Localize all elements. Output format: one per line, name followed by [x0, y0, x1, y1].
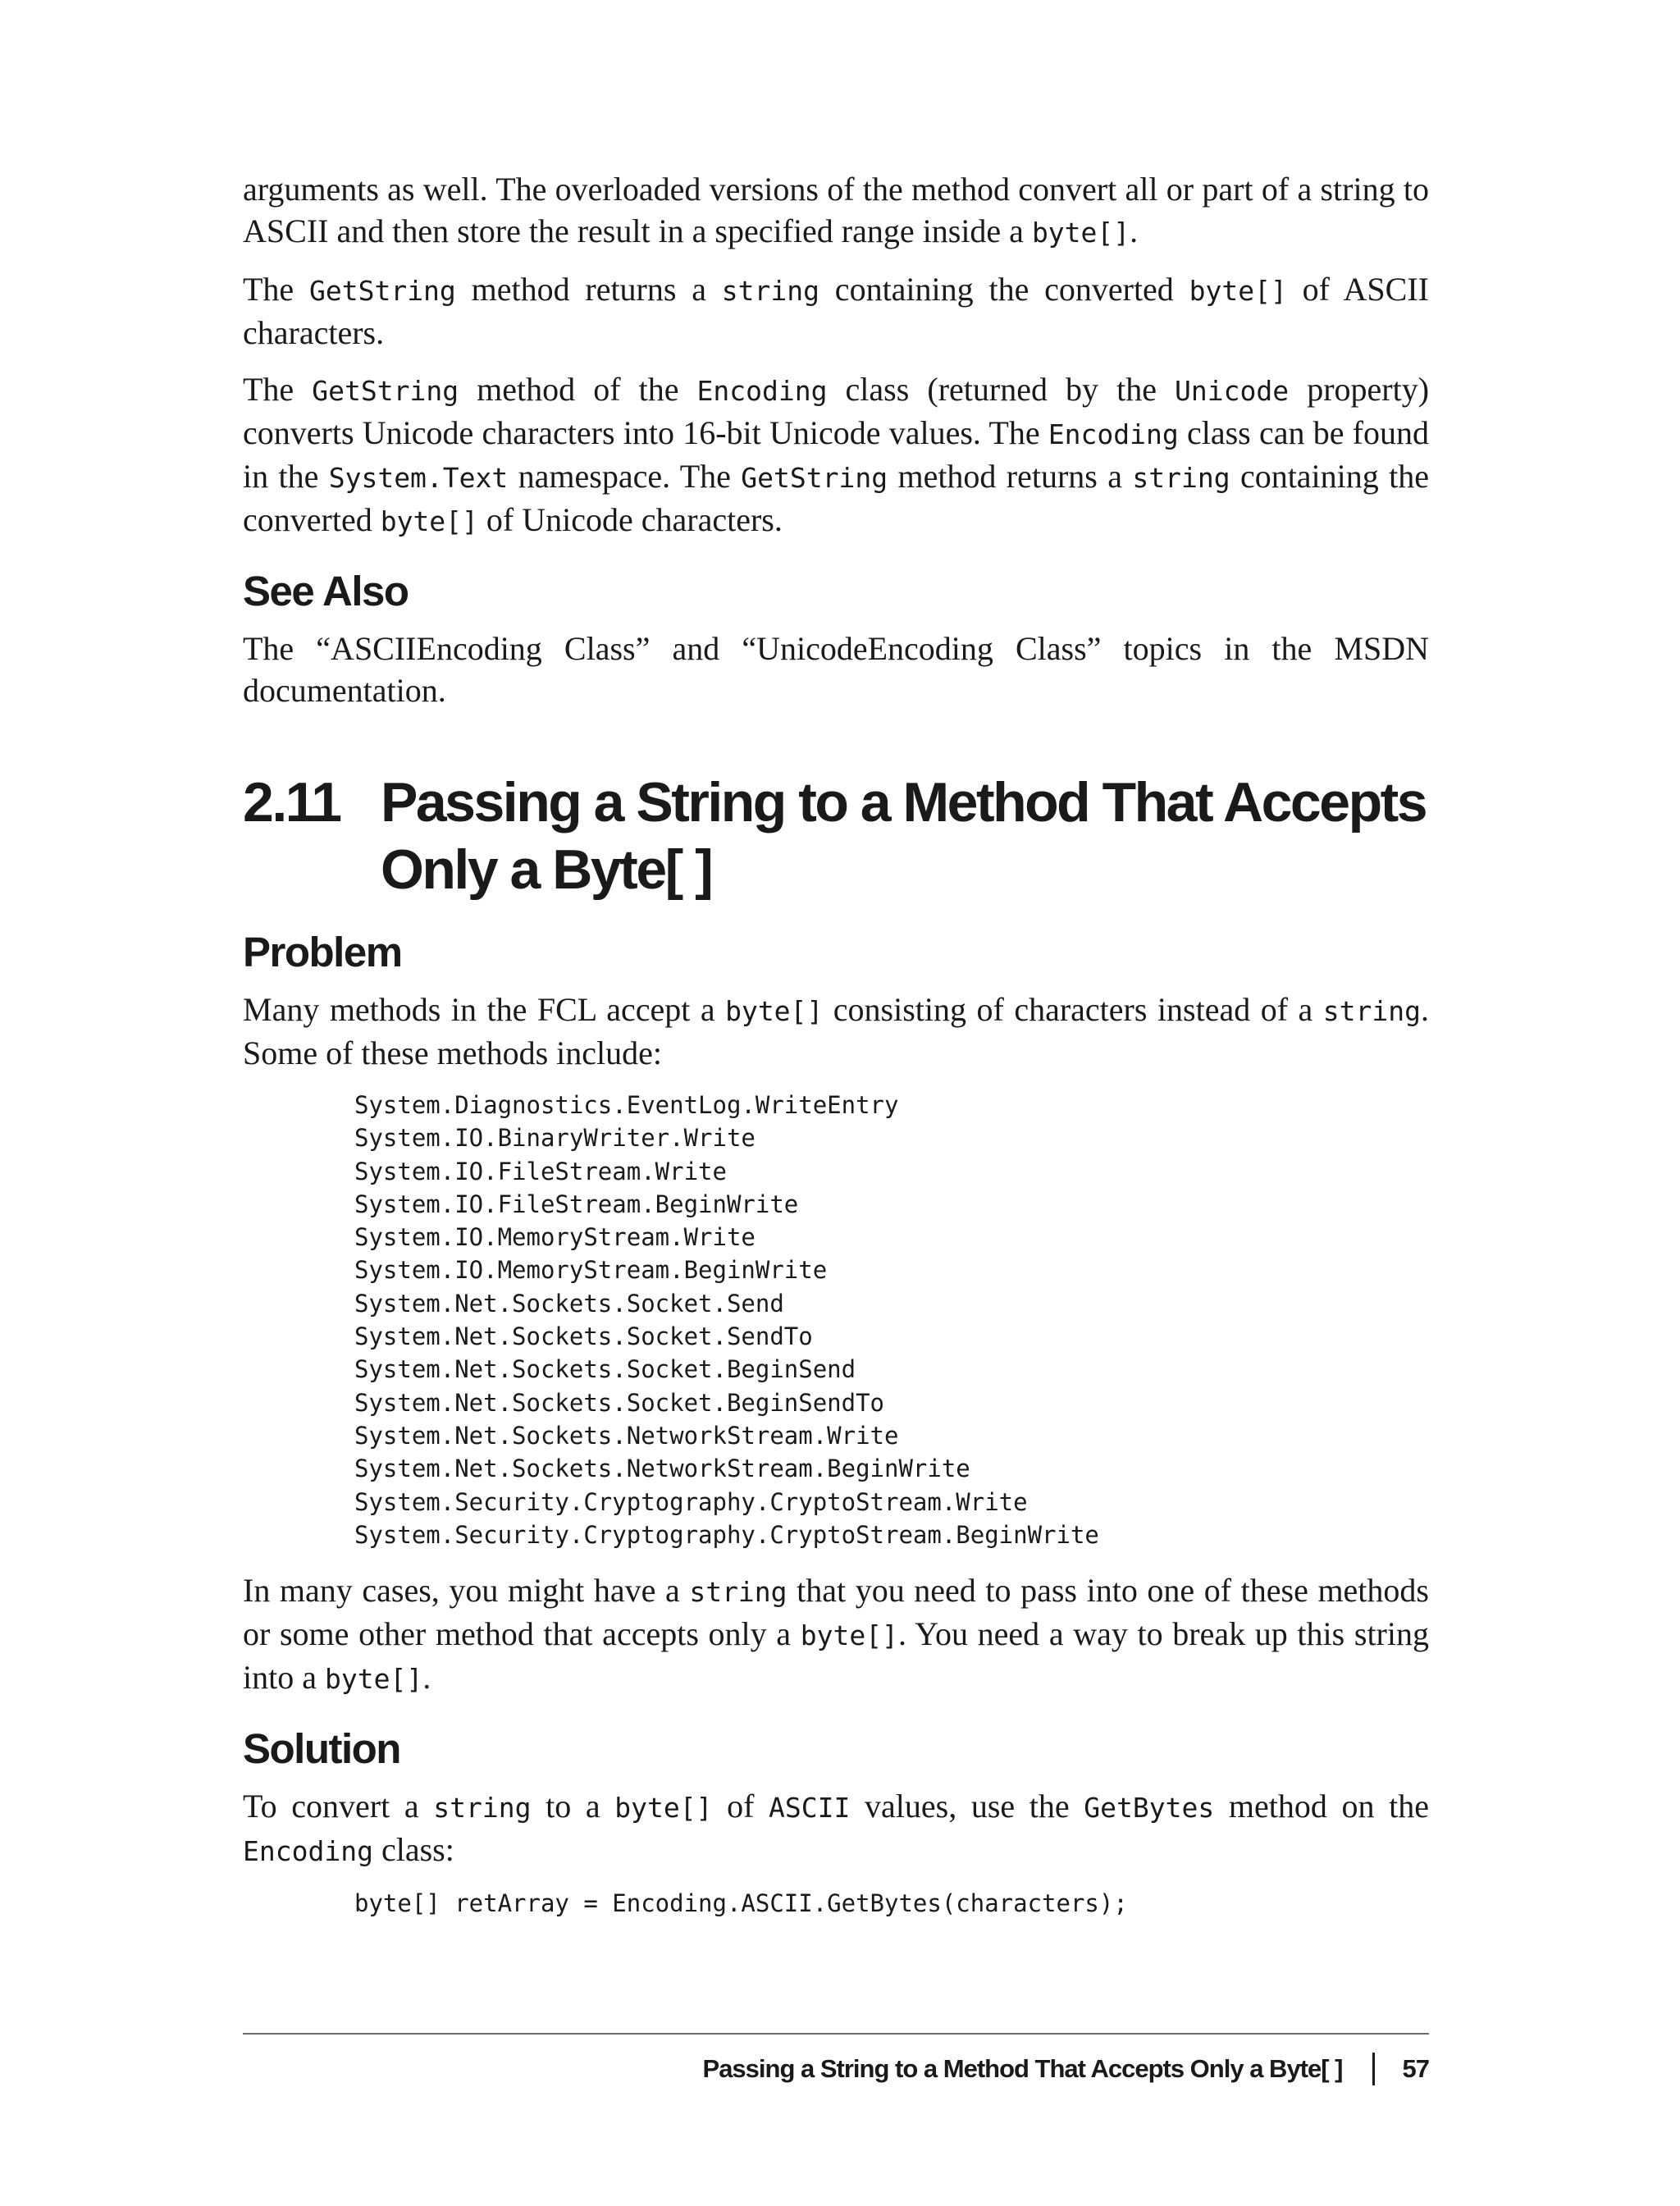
inline-code: GetString: [308, 275, 456, 307]
inline-code: byte[]: [800, 1619, 898, 1652]
code-line: System.Net.Sockets.Socket.SendTo: [354, 1322, 813, 1351]
inline-code: Encoding: [1048, 418, 1179, 450]
inline-code: GetString: [741, 462, 888, 494]
page-number: 57: [1402, 2054, 1429, 2083]
code-line: System.Net.Sockets.Socket.BeginSend: [354, 1355, 856, 1384]
inline-code: string: [1322, 995, 1421, 1027]
code-line: System.Net.Sockets.Socket.Send: [354, 1289, 784, 1318]
inline-code: string: [689, 1576, 788, 1609]
inline-code: GetBytes: [1084, 1792, 1215, 1825]
paragraph-overloads: arguments as well. The overloaded versions of the method convert all or part of a string to ASCII and then store the result in a specified range inside a byte[].: [243, 171, 1429, 249]
solution-heading: Solution: [243, 1725, 400, 1773]
inline-code: string: [1132, 462, 1230, 494]
inline-code: Encoding: [696, 375, 828, 407]
paragraph-getstring-ascii: The GetString method returns a string containing the converted byte[] of ASCII characters.: [243, 271, 1429, 351]
code-line: System.IO.MemoryStream.Write: [354, 1223, 756, 1252]
code-line: System.IO.MemoryStream.BeginWrite: [354, 1256, 828, 1285]
running-title: Passing a String to a Method That Accepts Only a Byte[ ]: [702, 2054, 1343, 2083]
problem-paragraph: Many methods in the FCL accept a byte[] consisting of characters instead of a string. Some of these methods include:: [243, 991, 1429, 1071]
inline-code: byte[]: [380, 505, 478, 537]
method-list-code: [354, 1089, 1429, 1551]
problem-paragraph-2: In many cases, you might have a string that you need to pass into one of these methods or some other method that accepts only a byte[]. You need a way to break up this string into a byte[].: [243, 1572, 1429, 1697]
section-title: Passing a String to a Method That Accepts Only a Byte[ ]: [381, 771, 1427, 901]
code-line: System.Net.Sockets.NetworkStream.BeginWrite: [354, 1455, 970, 1483]
inline-code: string: [433, 1792, 532, 1825]
footer-separator: [1372, 2053, 1375, 2085]
solution-paragraph: To convert a string to a byte[] of ASCII values, use the GetBytes method on the Encoding class:: [243, 1788, 1429, 1869]
code-line: System.IO.BinaryWriter.Write: [354, 1124, 756, 1153]
see-also-text: The “ASCIIEncoding Class” and “UnicodeEncoding Class” topics in the MSDN documentation.: [243, 630, 1429, 709]
code-line: System.Security.Cryptography.CryptoStream.BeginWrite: [354, 1520, 1099, 1549]
see-also-heading: See Also: [243, 568, 409, 614]
code-line: System.IO.FileStream.Write: [354, 1157, 727, 1185]
footer-line: [243, 2053, 1429, 2085]
inline-code: byte[]: [324, 1663, 423, 1696]
footer-rule: [243, 2033, 1429, 2035]
page-footer: [243, 2033, 1429, 2085]
code-line: System.Diagnostics.EventLog.WriteEntry: [354, 1091, 899, 1119]
code-line: System.Net.Sockets.NetworkStream.Write: [354, 1421, 899, 1450]
section-heading: [243, 769, 1429, 903]
code-line: System.Security.Cryptography.CryptoStream.Write: [354, 1487, 1028, 1516]
inline-code: byte[]: [614, 1792, 713, 1825]
inline-code: Encoding: [243, 1835, 373, 1868]
inline-code: byte[]: [725, 995, 824, 1027]
code-line: System.IO.FileStream.BeginWrite: [354, 1190, 799, 1218]
code-line: System.Net.Sockets.Socket.BeginSendTo: [354, 1388, 885, 1417]
problem-heading: Problem: [243, 929, 402, 975]
inline-code: string: [721, 275, 820, 307]
inline-code: System.Text: [328, 462, 509, 494]
inline-code: Unicode: [1175, 375, 1290, 407]
inline-code: ASCII: [769, 1792, 851, 1825]
inline-code: byte[]: [1189, 275, 1287, 307]
solution-code: byte[] retArray = Encoding.ASCII.GetBytes(characters);: [354, 1889, 1128, 1918]
section-number: 2.11: [243, 771, 340, 834]
inline-code: byte[]: [1031, 217, 1130, 249]
page-content: [243, 168, 1429, 1938]
paragraph-getstring-unicode: The GetString method of the Encoding class (returned by the Unicode property) converts Unicode characters into 16-bit Unicode values. The Encoding class can be found in the System.Text namespace. The GetString method returns a string containing the converted byte[] of Unicode characters.: [243, 371, 1430, 538]
inline-code: GetString: [312, 375, 459, 407]
